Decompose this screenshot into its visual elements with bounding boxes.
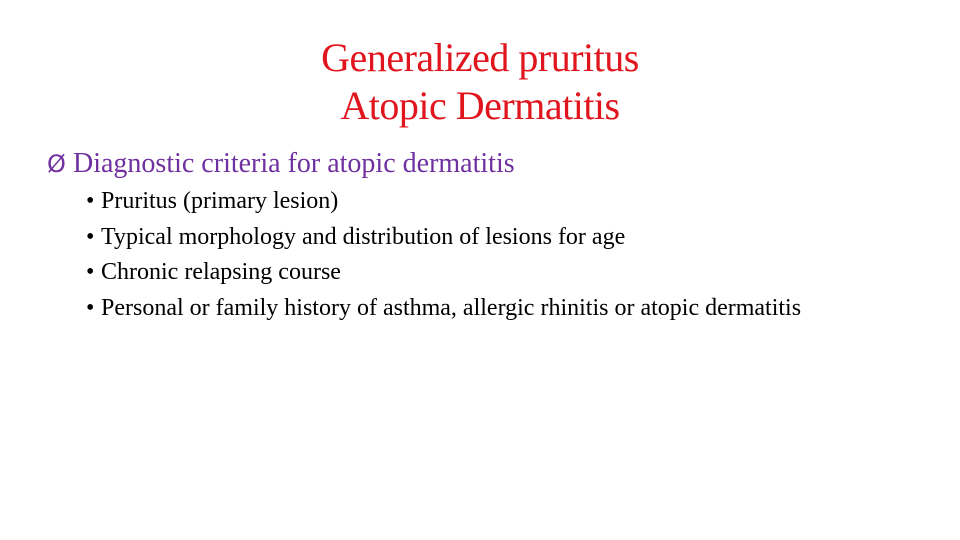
title-line-1: Generalized pruritus — [321, 35, 639, 80]
list-item-text: Typical morphology and distribution of lesions for age — [101, 223, 626, 250]
bullet-dot-icon: • — [86, 294, 95, 321]
list-item — [86, 291, 801, 327]
criteria-heading — [47, 146, 515, 182]
bullet-dot-icon: • — [86, 259, 95, 285]
list-item-text: Personal or family history of asthma, allergic rhinitis or atopic dermatitis — [101, 294, 802, 321]
list-item — [86, 184, 801, 220]
list-item-text: Chronic relapsing course — [101, 259, 341, 285]
bullet-dot-icon: • — [86, 188, 95, 214]
bullet-dot-icon: • — [86, 223, 95, 250]
title-line-2: Atopic Dermatitis — [340, 83, 620, 128]
criteria-list — [86, 184, 801, 326]
slide-title — [180, 34, 780, 130]
list-item-text: Pruritus (primary lesion) — [101, 188, 339, 214]
arrow-bullet-icon: Ø — [47, 150, 66, 178]
list-item — [86, 220, 801, 256]
list-item — [86, 255, 801, 291]
criteria-heading-text: Diagnostic criteria for atopic dermatitis — [73, 148, 515, 179]
